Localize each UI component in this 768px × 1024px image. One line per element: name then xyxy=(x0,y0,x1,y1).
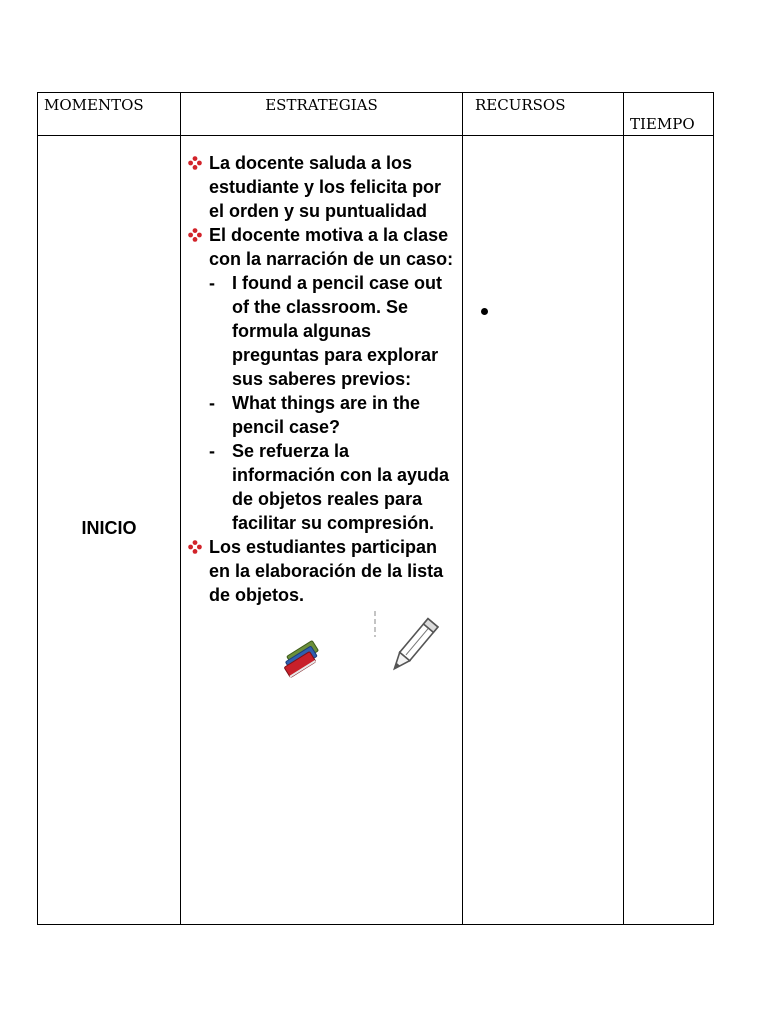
dash-marker: - xyxy=(209,273,215,293)
lesson-plan-table xyxy=(37,92,714,925)
diamond-bullet-icon xyxy=(188,228,202,242)
estrategias-cell xyxy=(181,136,463,925)
illustrations xyxy=(188,607,454,697)
header-momentos: MOMENTOS xyxy=(38,93,181,136)
strategy-bullet-text: El docente motiva a la clase con la narración de un caso: xyxy=(209,225,454,269)
books-icon xyxy=(277,637,329,679)
strategy-bullet-text: La docente saluda a los estudiante y los felicita por el orden y su puntualidad xyxy=(209,153,442,221)
strategy-bullet xyxy=(188,223,454,271)
momento-label: INICIO xyxy=(81,518,137,538)
header-recursos: RECURSOS xyxy=(463,93,624,136)
strategy-bullet-text: Los estudiantes participan en la elaboración de la lista de objetos. xyxy=(209,537,444,605)
dash-marker: - xyxy=(209,393,215,413)
strategy-sub-text: What things are in the pencil case? xyxy=(232,393,421,437)
pencil-icon xyxy=(374,609,446,681)
momento-cell xyxy=(38,136,181,925)
header-row xyxy=(38,93,714,136)
header-estrategias: ESTRATEGIAS xyxy=(181,93,463,136)
diamond-bullet-icon xyxy=(188,540,202,554)
strategy-bullet xyxy=(188,535,454,607)
strategy-sub-item xyxy=(188,271,454,391)
bullet-dot xyxy=(481,308,488,315)
dash-marker: - xyxy=(209,441,215,461)
header-tiempo: TIEMPO xyxy=(624,93,714,136)
recursos-cell xyxy=(463,136,624,925)
strategy-sub-text: I found a pencil case out of the classroom. Se formula algunas preguntas para explorar sus saberes previos: xyxy=(232,273,443,389)
tiempo-cell xyxy=(624,136,714,925)
strategy-bullet xyxy=(188,151,454,223)
strategy-sub-text: Se refuerza la información con la ayuda de objetos reales para facilitar su compresión. xyxy=(232,441,450,533)
strategy-sub-item xyxy=(188,391,454,439)
diamond-bullet-icon xyxy=(188,156,202,170)
strategy-sub-item xyxy=(188,439,454,535)
inicio-row xyxy=(38,136,714,925)
